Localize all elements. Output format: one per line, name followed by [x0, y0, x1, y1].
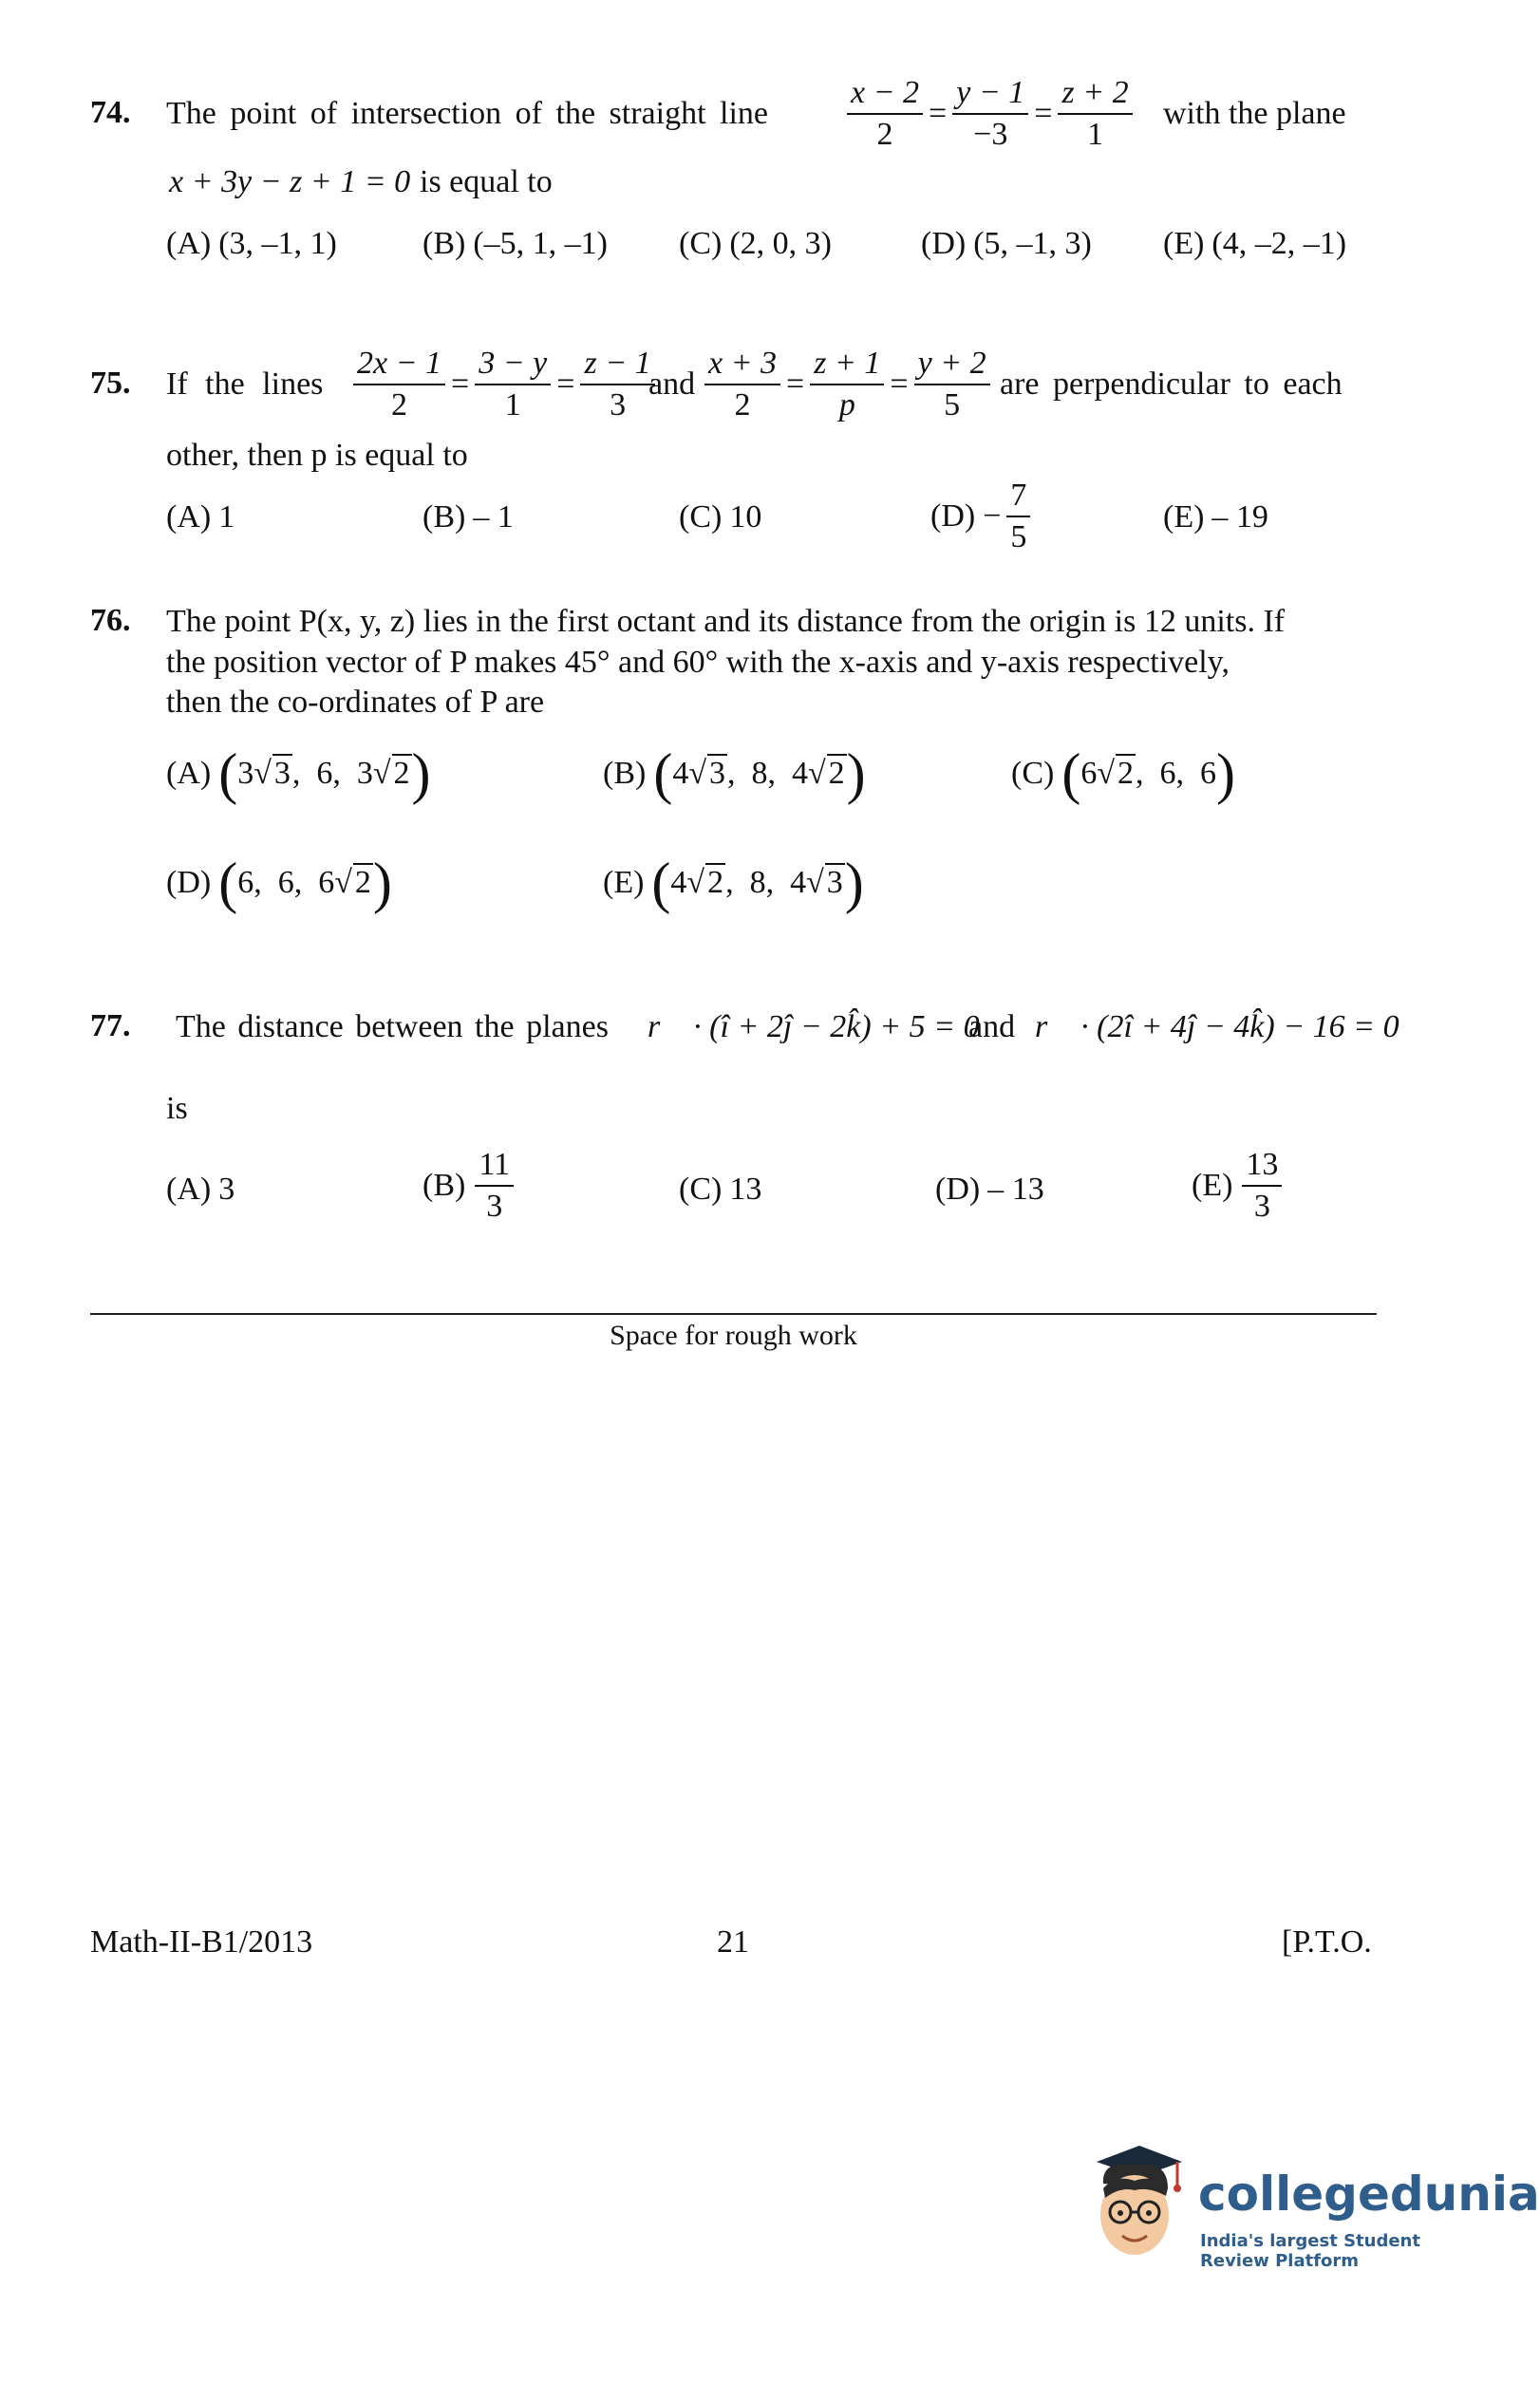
plane-equation-2: r⃗ · (2î + 4ĵ − 4k̂) − 16 = 0: [1035, 1009, 1399, 1044]
option-b: (B) $\frac{11}{3}$: [423, 1147, 516, 1225]
pto-label: [P.T.O.: [1282, 1924, 1372, 1960]
line-equation-1: $\frac{2x - 1}{2}$ = $\frac{3 - y}{1}$ = $\frac{z - 1}{3}$: [351, 345, 657, 423]
question-text: is equal to: [420, 164, 553, 199]
question-number: 76.: [90, 603, 131, 638]
option-d: (D) ( 6 , 6 , 6 √2 ): [166, 852, 392, 914]
line-equation: $\frac{x - 2}{2}$ = $\frac{y - 1}{-3}$ = $\frac{z + 2}{1}$: [845, 74, 1135, 153]
plane-equation-1: r⃗ · (î + 2ĵ − 2k̂) + 5 = 0: [648, 1009, 980, 1044]
brand-tagline: India's largest Student Review Platform: [1200, 2231, 1420, 2271]
option-c: (C) (2, 0, 3): [679, 226, 832, 261]
question-text: The point P(x, y, z) lies in the first octant and its distance from the origin is 12 units. If: [166, 604, 1286, 639]
question-text: The point of intersection of the straight line: [166, 96, 769, 131]
page-number: 21: [717, 1924, 749, 1960]
rough-work-label: Space for rough work: [610, 1320, 857, 1351]
option-b: (B) ( 4 √3 , 8 , 4 √2 ): [603, 742, 866, 805]
divider: [90, 1313, 1377, 1315]
option-e: (E) – 19: [1163, 499, 1268, 535]
option-d: (D) – 13: [935, 1172, 1044, 1207]
option-b: (B) (–5, 1, –1): [423, 226, 608, 261]
question-text: with the plane: [1163, 96, 1346, 131]
question-text: the position vector of P makes 45° and 60° with the x-axis and y-axis respectively,: [166, 645, 1230, 680]
conjunction: and: [648, 366, 696, 402]
question-text: other, then p is equal to: [166, 438, 468, 473]
option-d: (D) (5, –1, 3): [921, 226, 1092, 261]
question-number: 74.: [90, 95, 131, 130]
option-e: (E) (4, –2, –1): [1163, 226, 1347, 261]
option-c: (C) 13: [679, 1172, 762, 1207]
option-c: (C) ( 6 √2 , 6 , 6 ): [1011, 742, 1235, 805]
question-number: 77.: [90, 1008, 131, 1043]
line-equation-2: $\frac{x + 3}{2}$ = $\frac{z + 1}{p}$ = $\frac{y + 2}{5}$: [703, 345, 992, 423]
brand-name: collegedunia: [1198, 2167, 1540, 2222]
plane-equation: x + 3y − z + 1 = 0: [169, 164, 411, 199]
option-c: (C) 10: [679, 499, 762, 535]
option-a: (A) 3: [166, 1172, 235, 1207]
conjunction: and: [968, 1009, 1016, 1044]
question-text: are perpendicular to each: [1000, 366, 1343, 402]
question-number: 75.: [90, 366, 131, 401]
option-b: (B) – 1: [423, 499, 514, 535]
question-text: The distance between the planes: [176, 1009, 609, 1044]
mascot-logo-icon: [1082, 2141, 1187, 2264]
paper-code: Math-II-B1/2013: [90, 1924, 313, 1960]
option-a: (A) 1: [166, 499, 235, 535]
question-text: If the lines: [166, 366, 324, 402]
option-d: (D) − $\frac{7}{5}$: [930, 478, 1032, 555]
question-text: then the co-ordinates of P are: [166, 685, 545, 720]
option-e: (E) $\frac{13}{3}$: [1192, 1147, 1284, 1225]
question-text: is: [166, 1091, 188, 1126]
option-e: (E) ( 4 √2 , 8 , 4 √3 ): [603, 852, 864, 914]
option-a: (A) (3, –1, 1): [166, 226, 337, 261]
option-a: (A) ( 3 √3 , 6 , 3 √2 ): [166, 742, 431, 805]
